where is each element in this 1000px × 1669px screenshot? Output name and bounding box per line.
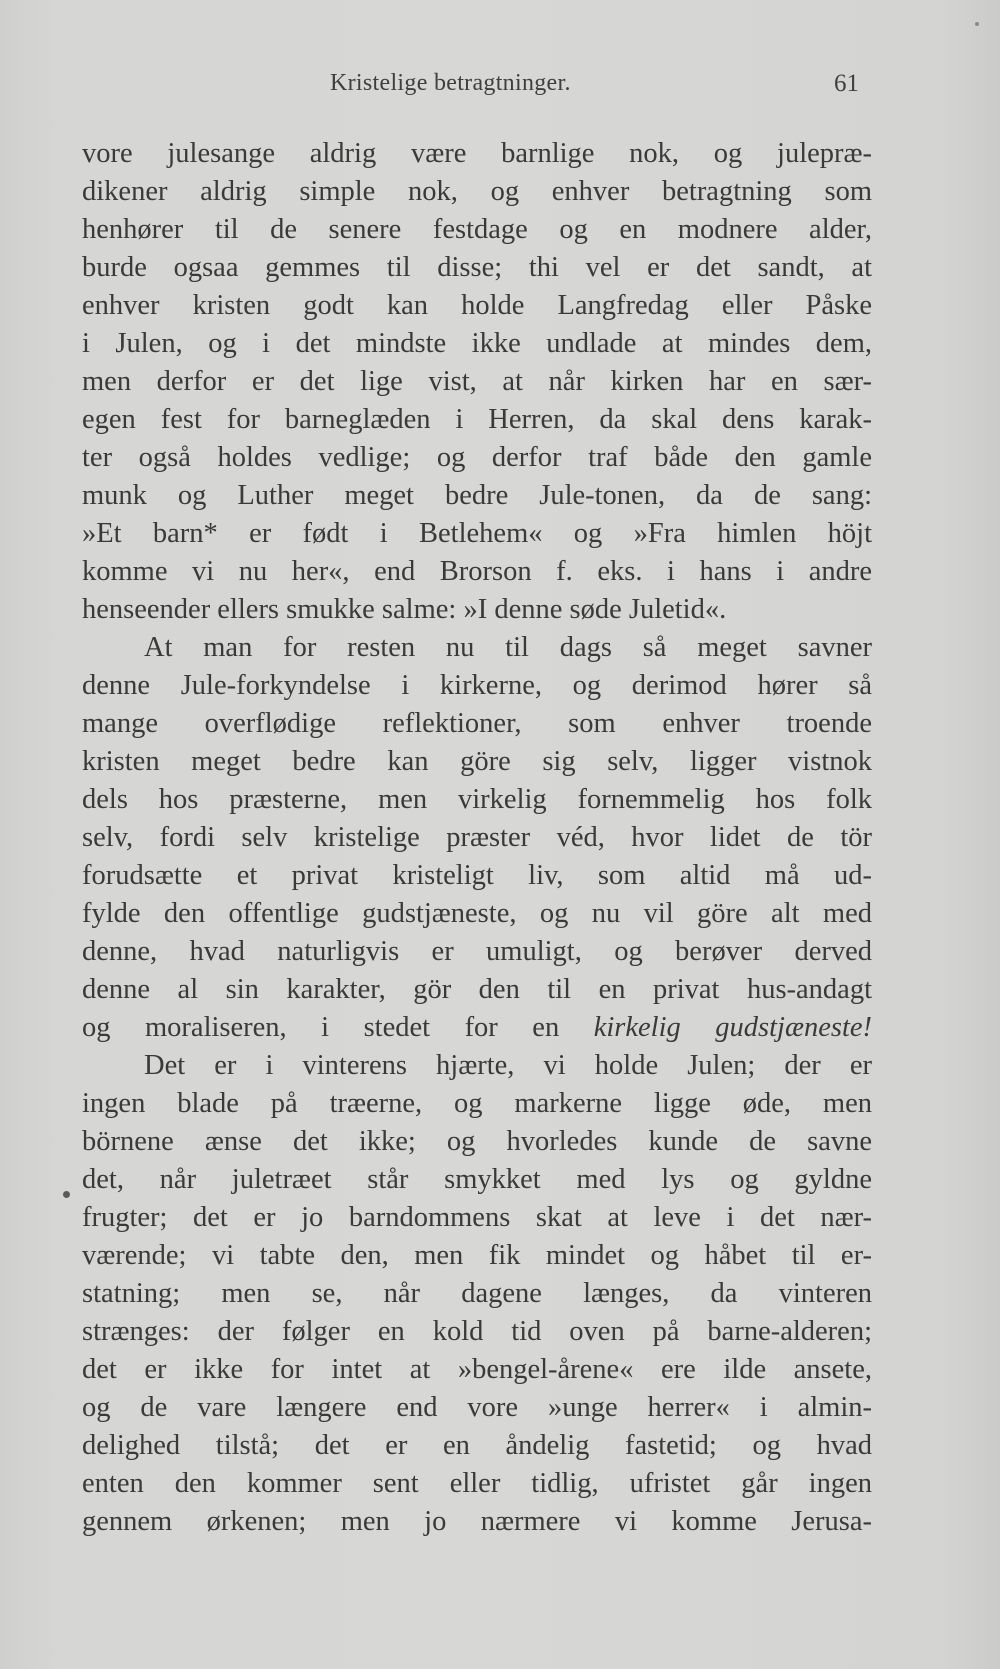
- text-line: værende; vi tabte den, men fik mindet og håbet til er-: [82, 1240, 872, 1271]
- text-line: delighed tilstå; det er en åndelig fastetid; og hvad: [82, 1430, 872, 1461]
- text-line: enten den kommer sent eller tidlig, ufristet går ingen: [82, 1468, 872, 1499]
- emphasis-text: kirkelig gudstjæneste!: [593, 1012, 873, 1043]
- text-line: denne Jule-forkyndelse i kirkerne, og derimod hører så: [82, 670, 872, 701]
- text-line: burde ogsaa gemmes til disse; thi vel er det sandt, at: [82, 252, 872, 283]
- text-line: denne, hvad naturligvis er umuligt, og berøver derved: [82, 936, 872, 967]
- text-line: komme vi nu her«, end Brorson f. eks. i hans i andre: [82, 556, 872, 587]
- text-line: forudsætte et privat kristeligt liv, som altid må ud-: [82, 860, 872, 891]
- paragraph-first-line: At man for resten nu til dags så meget savner: [144, 632, 872, 663]
- text-line: strænges: der følger en kold tid oven på barne-alderen;: [82, 1316, 872, 1347]
- text-line: fylde den offentlige gudstjæneste, og nu vil göre alt med: [82, 898, 872, 929]
- text-line: men derfor er det lige vist, at når kirken har en sær-: [82, 366, 872, 397]
- text-line: kristen meget bedre kan göre sig selv, ligger vistnok: [82, 746, 872, 777]
- text-line: frugter; det er jo barndommens skat at leve i det nær-: [82, 1202, 872, 1233]
- text-line: munk og Luther meget bedre Jule-tonen, da de sang:: [82, 480, 872, 511]
- text-line: henseender ellers smukke salme: »I denne søde Juletid«.: [82, 594, 727, 625]
- page-number: 61: [834, 70, 859, 97]
- text-line: i Julen, og i det mindste ikke undlade at mindes dem,: [82, 328, 872, 359]
- ink-speck: [63, 1191, 70, 1198]
- text-line: mange overflødige reflektioner, som enhver troende: [82, 708, 872, 739]
- text-line: vore julesange aldrig være barnlige nok, og julepræ-: [82, 138, 872, 169]
- text-line: »Et barn* er født i Betlehem« og »Fra himlen höjt: [82, 518, 872, 549]
- text-line: det, når juletræet står smykket med lys og gyldne: [82, 1164, 872, 1195]
- text-line: dikener aldrig simple nok, og enhver betragtning som: [82, 176, 872, 207]
- text-run: og moraliseren, i stedet for en: [82, 1012, 594, 1043]
- text-line: og de vare længere end vore »unge herrer« i almin-: [82, 1392, 872, 1423]
- text-line-with-emphasis: [82, 1009, 872, 1047]
- text-line: selv, fordi selv kristelige præster véd, hvor lidet de tör: [82, 822, 872, 853]
- text-line: enhver kristen godt kan holde Langfredag eller Påske: [82, 290, 872, 321]
- text-line: statning; men se, når dagene længes, da vinteren: [82, 1278, 872, 1309]
- page-body: [82, 135, 872, 1541]
- text-line: henhører til de senere festdage og en modnere alder,: [82, 214, 872, 245]
- text-line: denne al sin karakter, gör den til en privat hus-andagt: [82, 974, 872, 1005]
- running-title: Kristelige betragtninger.: [330, 70, 571, 96]
- text-line: ingen blade på træerne, og markerne ligge øde, men: [82, 1088, 872, 1119]
- text-line: dels hos præsterne, men virkelig fornemmelig hos folk: [82, 784, 872, 815]
- text-line: gennem ørkenen; men jo nærmere vi komme Jerusa-: [82, 1506, 872, 1537]
- ink-speck: [975, 22, 979, 26]
- text-line: egen fest for barneglæden i Herren, da skal dens karak-: [82, 404, 872, 435]
- text-line: börnene ænse det ikke; og hvorledes kunde de savne: [82, 1126, 872, 1157]
- text-line: det er ikke for intet at »bengel-årene« ere ilde ansete,: [82, 1354, 872, 1385]
- text-line: ter også holdes vedlige; og derfor traf både den gamle: [82, 442, 872, 473]
- paragraph-first-line: Det er i vinterens hjærte, vi holde Julen; der er: [144, 1050, 872, 1081]
